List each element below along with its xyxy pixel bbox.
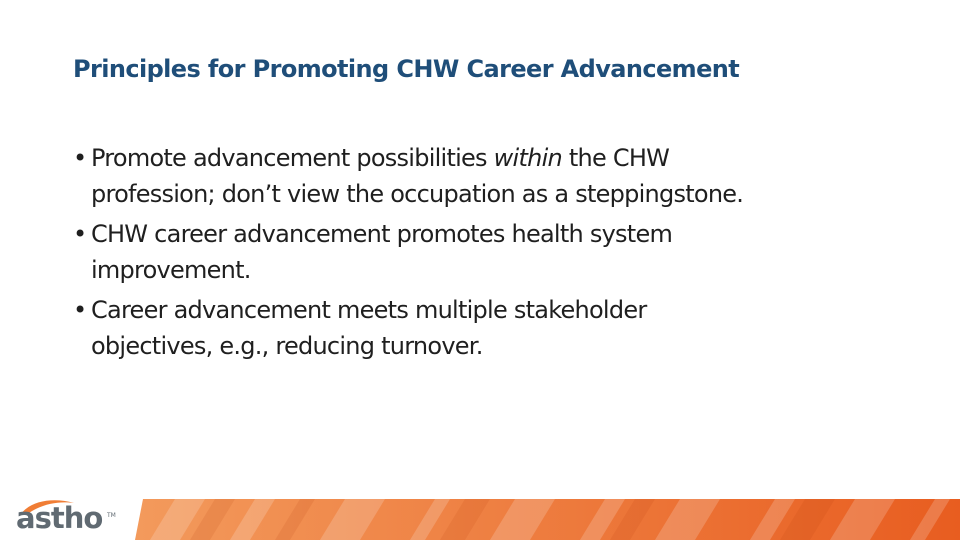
footer-band	[135, 499, 960, 540]
bullet-list	[73, 140, 873, 368]
bullet-text-end: the CHW	[561, 144, 670, 172]
bullet-text	[91, 144, 669, 172]
astho-logo: astho	[16, 501, 103, 535]
bullet-text: CHW career advancement promotes health system	[91, 220, 673, 248]
bullet-item	[73, 140, 873, 212]
logo-trademark: TM	[107, 512, 116, 519]
bullet-item	[73, 216, 873, 288]
bullet-marker: •	[73, 220, 87, 248]
bullet-item	[73, 292, 873, 364]
bullet-marker: •	[73, 296, 87, 324]
slide-title: Principles for Promoting CHW Career Advancement	[73, 55, 740, 83]
bullet-continuation: profession; don’t view the occupation as a steppingstone.	[91, 180, 744, 208]
bullet-text-start: Promote advancement possibilities	[91, 144, 494, 172]
bullet-continuation: objectives, e.g., reducing turnover.	[91, 332, 483, 360]
bullet-marker: •	[73, 144, 87, 172]
bullet-continuation: improvement.	[91, 256, 251, 284]
bullet-text: Career advancement meets multiple stakeholder	[91, 296, 647, 324]
bullet-emphasis: within	[493, 144, 562, 172]
